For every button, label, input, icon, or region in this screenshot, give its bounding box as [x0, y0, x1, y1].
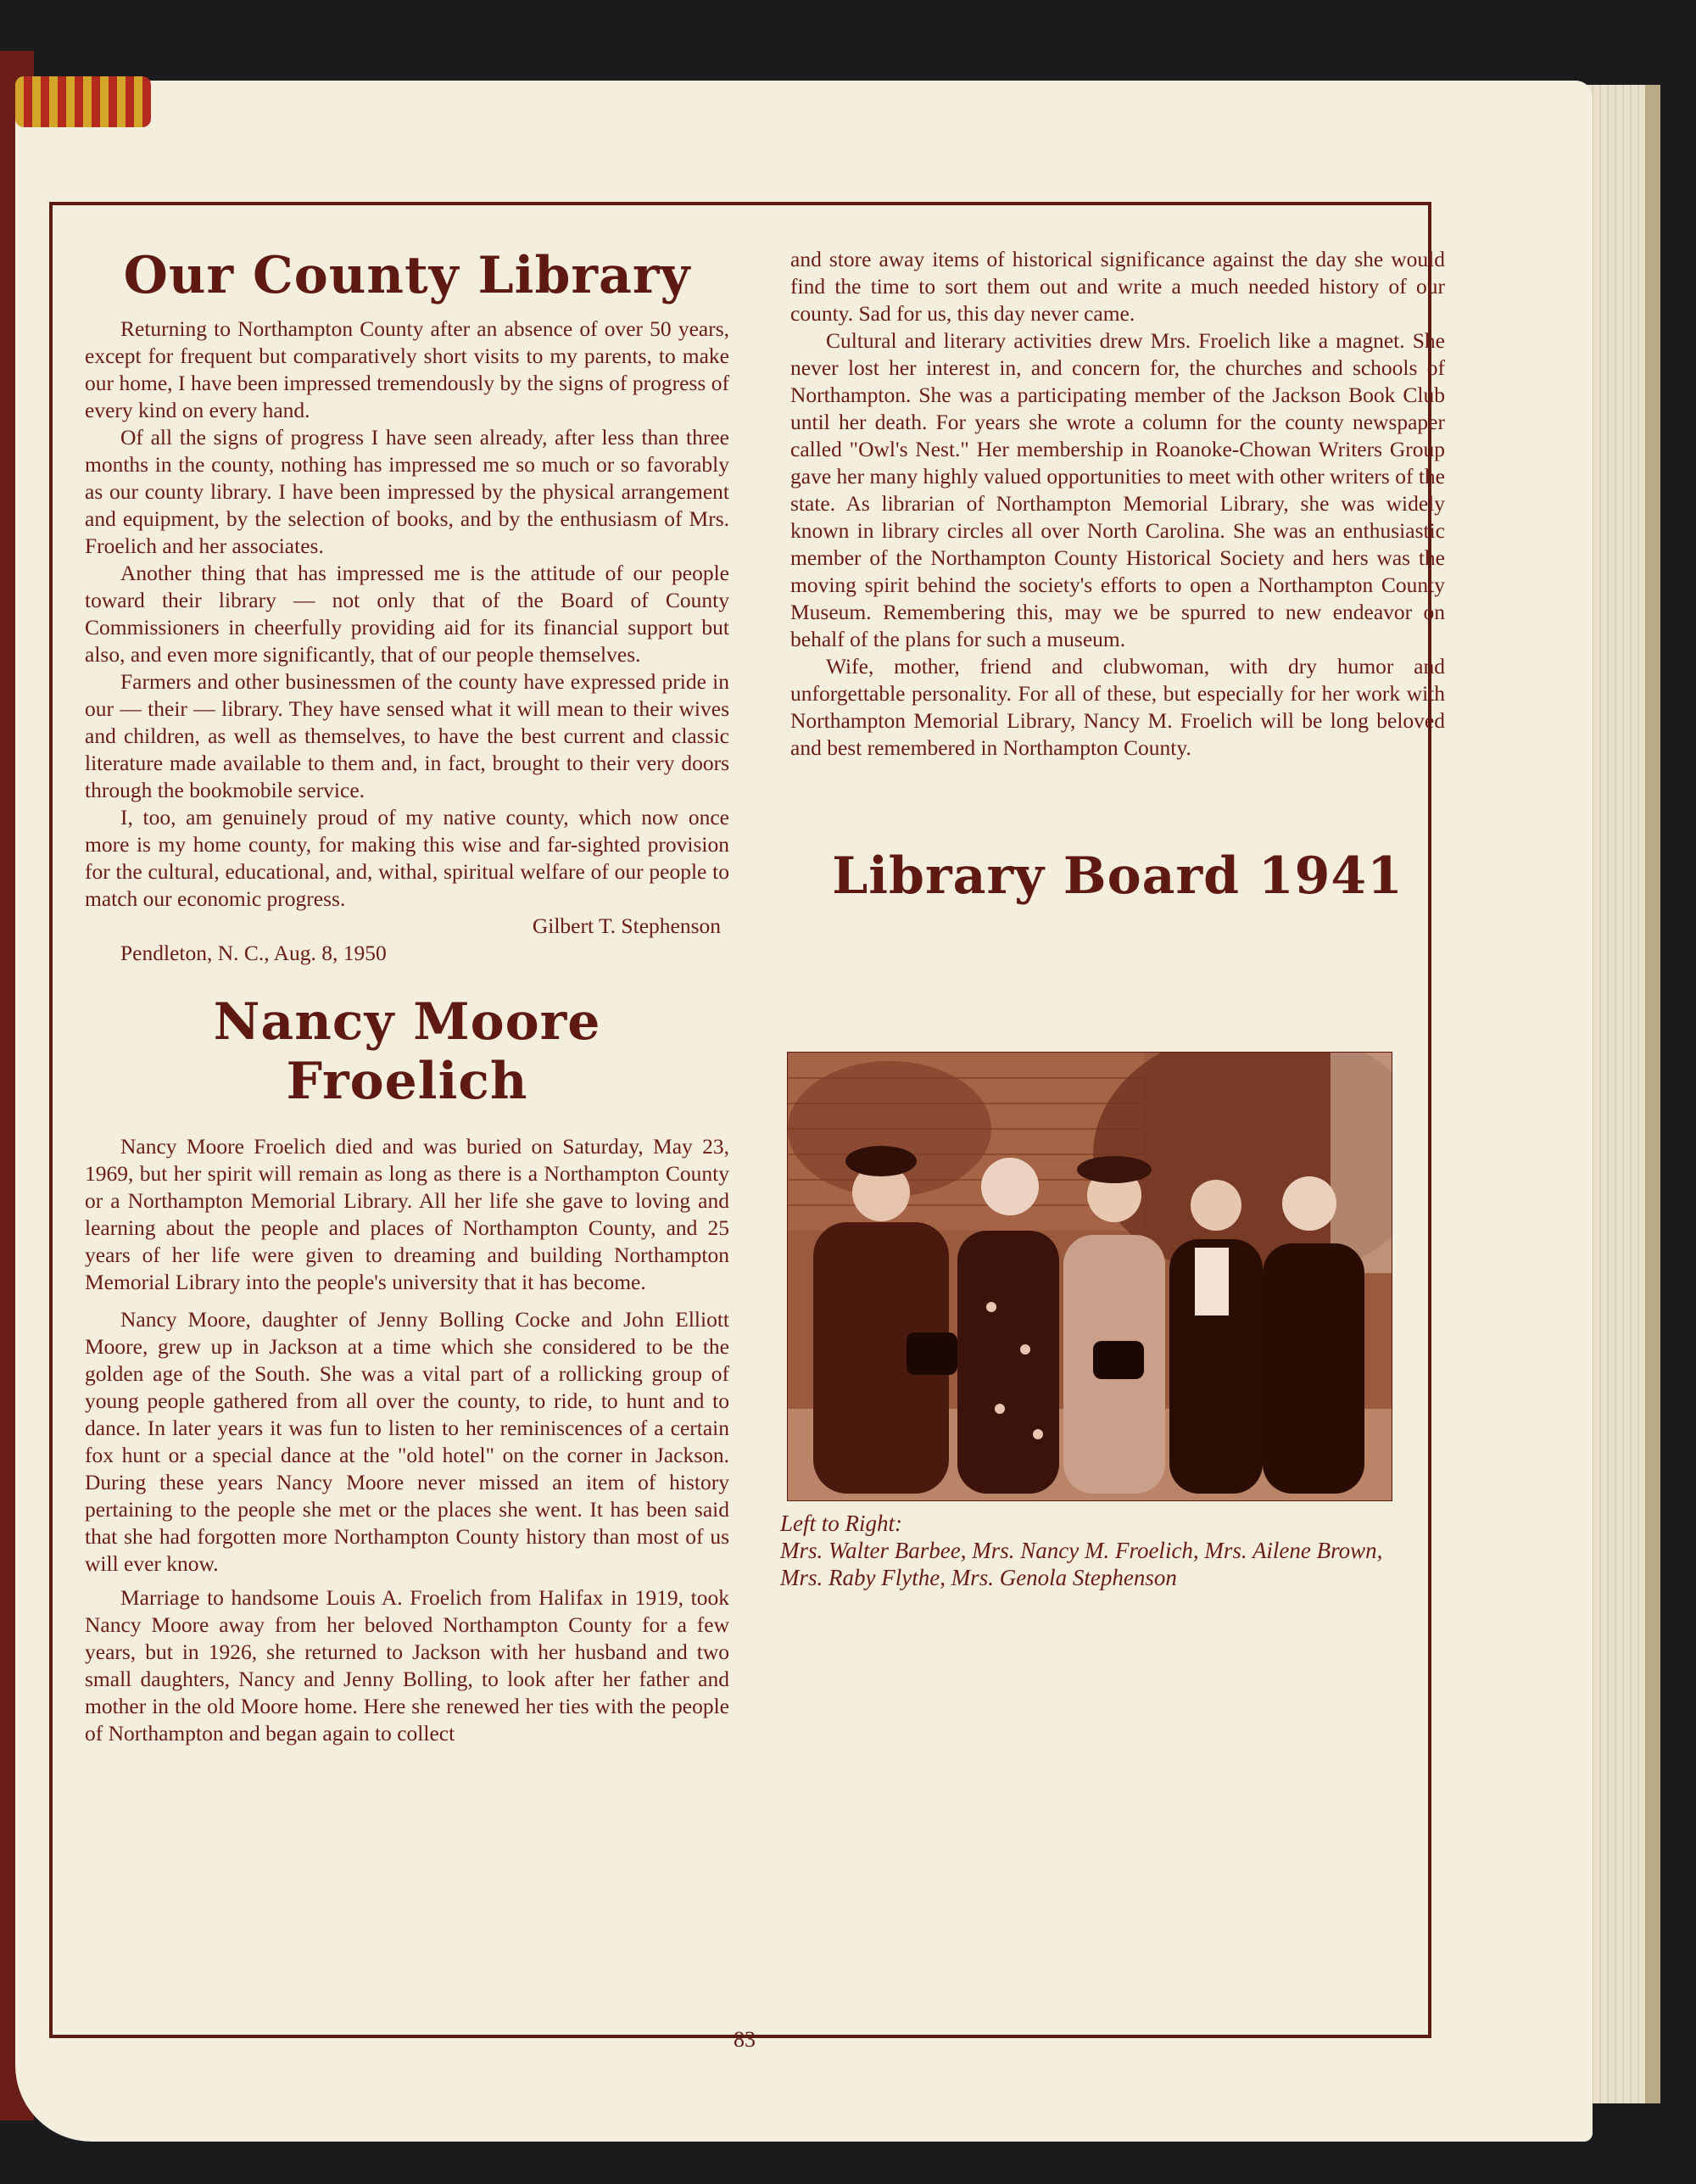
photo-caption: [780, 1510, 1425, 1591]
paragraph: Returning to Northampton County after an absence of over 50 years, except for frequent but comparatively short visits to my parents, to make our home, I have been impressed tremendously by the signs of progress of every kind on every hand.: [85, 316, 729, 422]
article-title-froelich: Nancy Moore Froelich: [213, 992, 601, 1111]
signature: Gilbert T. Stephenson: [532, 913, 721, 938]
page-number: 83: [734, 2027, 756, 2052]
paragraph: Cultural and literary activities drew Mrs. Froelich like a magnet. She never lost her interest in, and concern for, the churches and schools of Northampton. She was a participating member of the Jackson Book Club until her death. For years she wrote a column for the county newspaper called "Owl's Nest." Her membership in Roanoke-Chowan Writers Group gave her many highly valued opportunities to meet with other writers of the state. As librarian of Northampton Memorial Library, she was widely known in library circles all over North Carolina. She was an enthusiastic member of the Northampton County Historical Society and hers was the moving spirit behind the society's efforts to open a Northampton County Museum. Remembering this, may we be spurred to new endeavor on behalf of the plans for such a museum.: [790, 328, 1445, 651]
paragraph: Wife, mother, friend and clubwoman, with dry humor and unforgettable personality. For all of these, but especially for her work with Northampton Memorial Library, Nancy M. Froelich will be long beloved and best remembered in Northampton County.: [790, 654, 1445, 760]
paragraph: Nancy Moore Froelich died and was buried on Saturday, May 23, 1969, but her spirit will remain as long as there is a Northampton County or a Northampton Memorial Library. All her life she gave to loving and learning about the people and places of Northampton County, and 25 years of her life were given to dreaming and building Northampton Memorial Library into the people's university that it has become.: [85, 1134, 729, 1294]
left-column: [85, 246, 729, 1747]
paragraph: Marriage to handsome Louis A. Froelich from Halifax in 1919, took Nancy Moore away from her beloved Northampton County for a few years, but in 1926, she returned to Jackson with her husband and two small daughters, Nancy and Jenny Bolling, to look after her father and mother in the old Moore home. Here she renewed her ties with the people of Northampton and began again to collect: [85, 1585, 729, 1746]
place-date: Pendleton, N. C., Aug. 8, 1950: [120, 941, 387, 965]
caption-names: Mrs. Walter Barbee, Mrs. Nancy M. Froelich, Mrs. Ailene Brown, Mrs. Raby Flythe, Mrs. Genola Stephenson: [780, 1538, 1383, 1590]
photo-illustration: [788, 1053, 1392, 1500]
library-board-photo: [787, 1052, 1392, 1501]
paragraph: I, too, am genuinely proud of my native county, which now once more is my home county, for making this wise and far-sighted provision for the cultural, educational, and, withal, spiritual welfare of our people to match our economic progress.: [85, 805, 729, 911]
paragraph: Farmers and other businessmen of the county have expressed pride in our — their — library. They have sensed what it will mean to their wives and children, as well as themselves, to have the best current and classic literature made available to them and, in fact, brought to their very doors through the bookmobile service.: [85, 669, 729, 802]
article-title-county-library: Our County Library: [123, 246, 691, 305]
binding-headband: [15, 76, 151, 127]
section-title-library-board: Library Board 1941: [832, 846, 1403, 906]
paragraph: and store away items of historical significance against the day she would find the time to sort them out and write a much needed history of our county. Sad for us, this day never came.: [790, 247, 1445, 326]
paragraph: Another thing that has impressed me is the attitude of our people toward their library — not only that of the Board of County Commissioners in cheerfully providing aid for its financial support but also, and even more significantly, that of our people themselves.: [85, 561, 729, 667]
paragraph: Of all the signs of progress I have seen already, after less than three months in the county, nothing has impressed me so much or so favorably as our county library. I have been impressed by the physical arrangement and equipment, by the selection of books, and by the enthusiasm of Mrs. Froelich and her associates.: [85, 425, 729, 558]
right-column: [790, 246, 1445, 906]
caption-heading: Left to Right:: [780, 1511, 902, 1536]
paragraph: Nancy Moore, daughter of Jenny Bolling Cocke and John Elliott Moore, grew up in Jackson at a time which she considered to be the golden age of the South. She was a vital part of a rollicking group of young people gathered from all over the county, to ride, to hunt and to dance. In later years it was fun to listen to her reminiscences of a certain fox hunt or a special dance at the "old hotel" on the corner in Jackson. During these years Nancy Moore never missed an item of history pertaining to the people she met or the places she went. It has been said that she had forgotten more Northampton County history than most of us will ever know.: [85, 1307, 729, 1576]
